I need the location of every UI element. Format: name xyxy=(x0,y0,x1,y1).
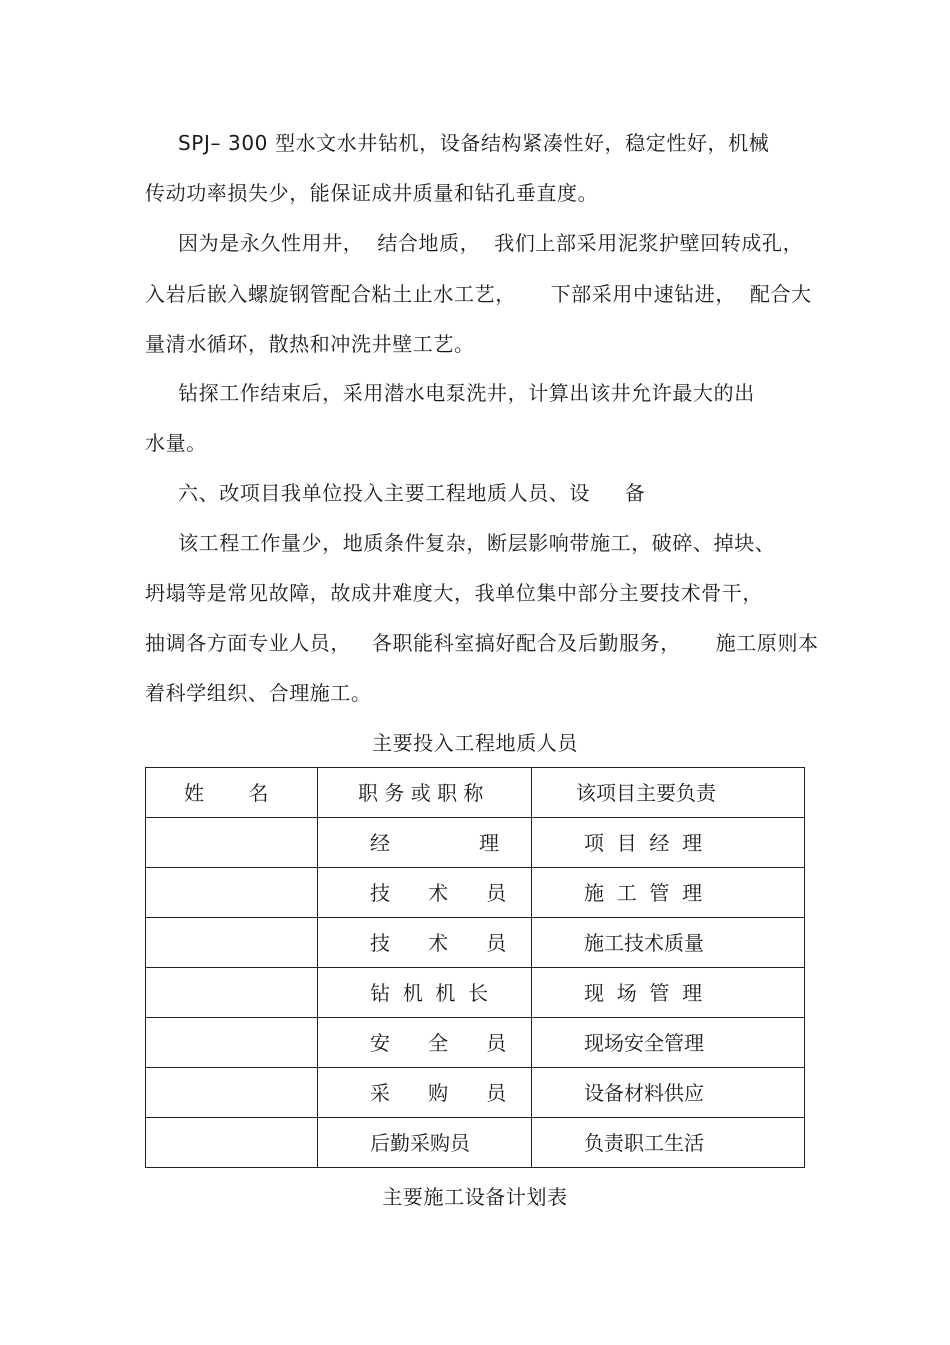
header-name: 姓 名 xyxy=(146,768,318,818)
cell-duty: 施工技术质量 xyxy=(532,918,805,968)
table-header-row xyxy=(146,768,805,818)
cell-duty: 施 工 管 理 xyxy=(532,868,805,918)
section-heading: 六、改项目我单位投入主要工程地质人员、设 备 xyxy=(178,481,646,505)
paragraph-line: 水量。 xyxy=(145,431,207,455)
cell-name xyxy=(146,818,318,868)
table-row xyxy=(146,1018,805,1068)
footer-caption: 主要施工设备计划表 xyxy=(382,1185,568,1209)
paragraph-line: SPJ– 300 型水文水井钻机，设备结构紧凑性好，稳定性好，机械 xyxy=(178,131,770,155)
cell-role: 安 全 员 xyxy=(318,1018,532,1068)
table-row xyxy=(146,968,805,1018)
cell-name xyxy=(146,918,318,968)
table-caption: 主要投入工程地质人员 xyxy=(372,731,578,755)
paragraph-line: 该工程工作量少，地质条件复杂，断层影响带施工，破碎、掉块、 xyxy=(178,531,776,555)
paragraph-line: 入岩后嵌入螺旋钢管配合粘土止水工艺， 下部采用中速钻进， 配合大 xyxy=(145,282,812,306)
table-row xyxy=(146,1068,805,1118)
cell-name xyxy=(146,1018,318,1068)
cell-name xyxy=(146,968,318,1018)
cell-role: 采 购 员 xyxy=(318,1068,532,1118)
header-role: 职 务 或 职 称 xyxy=(318,768,532,818)
cell-name xyxy=(146,868,318,918)
paragraph-line: 坍塌等是常见故障，故成井难度大，我单位集中部分主要技术骨干， xyxy=(145,581,763,605)
cell-duty: 现场安全管理 xyxy=(532,1018,805,1068)
cell-role: 技 术 员 xyxy=(318,918,532,968)
cell-name xyxy=(146,1068,318,1118)
cell-duty: 项 目 经 理 xyxy=(532,818,805,868)
cell-name xyxy=(146,1118,318,1168)
paragraph-line: 因为是永久性用井， 结合地质， 我们上部采用泥浆护壁回转成孔， xyxy=(178,231,804,255)
paragraph-line: 钻探工作结束后，采用潜水电泵洗井，计算出该井允许最大的出 xyxy=(178,381,755,405)
table-row xyxy=(146,868,805,918)
header-duty: 该项目主要负责 xyxy=(532,768,805,818)
cell-role: 钻 机 机 长 xyxy=(318,968,532,1018)
paragraph-line: 量清水循环，散热和冲洗井壁工艺。 xyxy=(145,332,475,356)
cell-role: 技 术 员 xyxy=(318,868,532,918)
table-row xyxy=(146,1118,805,1168)
paragraph-line: 抽调各方面专业人员， 各职能科室搞好配合及后勤服务， 施工原则本 xyxy=(145,631,819,655)
paragraph-line: 着科学组织、合理施工。 xyxy=(145,681,372,705)
table-row xyxy=(146,818,805,868)
cell-duty: 设备材料供应 xyxy=(532,1068,805,1118)
personnel-table xyxy=(145,767,805,1168)
cell-role: 后勤采购员 xyxy=(318,1118,532,1168)
cell-role: 经 理 xyxy=(318,818,532,868)
table-row xyxy=(146,918,805,968)
paragraph-line: 传动功率损失少，能保证成井质量和钻孔垂直度。 xyxy=(145,181,599,205)
cell-duty: 负责职工生活 xyxy=(532,1118,805,1168)
cell-duty: 现 场 管 理 xyxy=(532,968,805,1018)
